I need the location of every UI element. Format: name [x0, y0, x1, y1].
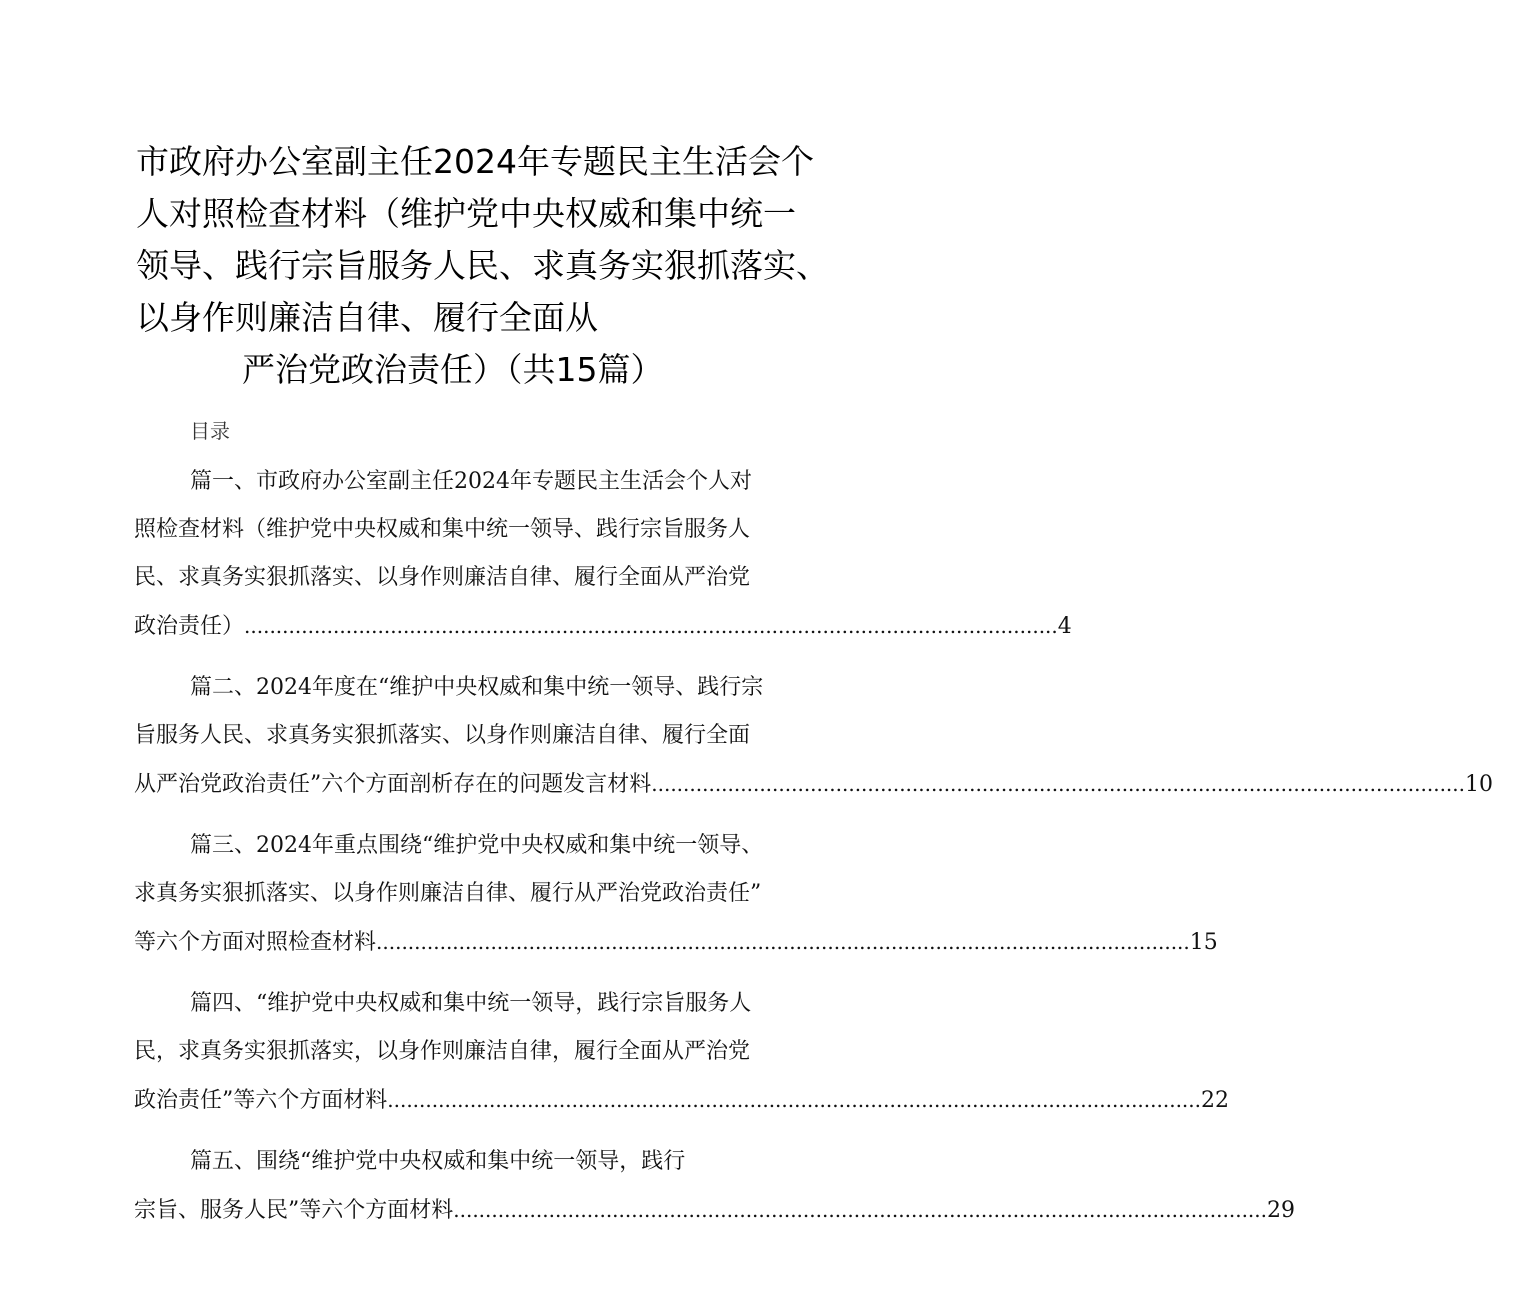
toc-heading: 目录: [190, 419, 230, 443]
dot-leader: ................................................................................................................................: [387, 1088, 1201, 1112]
toc-entry-line: 篇五、围绕“维护党中央权威和集中统一领导，践行: [190, 1149, 686, 1174]
toc-entry[interactable]: [134, 1138, 1295, 1234]
toc-entry-line: 篇四、“维护党中央权威和集中统一领导，践行宗旨服务人: [190, 991, 752, 1016]
toc-entry-line: 照检查材料（维护党中央权威和集中统一领导、践行宗旨服务人: [134, 517, 751, 542]
toc-page-number: 29: [1267, 1198, 1295, 1223]
toc-page-number: 10: [1465, 772, 1493, 797]
dot-leader: ................................................................................................................................: [651, 772, 1465, 796]
toc-entry-line: 等六个方面对照检查材料: [134, 930, 377, 955]
toc-entry-line: 篇三、2024年重点围绕“维护党中央权威和集中统一领导、: [190, 833, 764, 858]
toc-page-number: 22: [1201, 1088, 1229, 1113]
toc-entry-last-line: [134, 602, 1072, 650]
toc-entry[interactable]: [134, 458, 1072, 650]
toc-page-number: 4: [1057, 614, 1072, 639]
toc-entry-last-line: [134, 1186, 1295, 1234]
toc-entry-line: 政治责任）: [134, 614, 245, 639]
toc-entry-line: 篇一、市政府办公室副主任2024年专题民主生活会个人对: [190, 469, 752, 494]
toc-entry-line: 旨服务人民、求真务实狠抓落实、以身作则廉洁自律、履行全面: [134, 723, 751, 748]
title-line: 领导、践行宗旨服务人民、求真务实狠抓落实、: [136, 246, 829, 285]
title-line: 以身作则廉洁自律、履行全面从: [136, 298, 598, 337]
toc-entry-line: 篇二、2024年度在“维护中央权威和集中统一领导、践行宗: [190, 675, 764, 700]
toc-entry[interactable]: [134, 980, 1229, 1124]
toc-entry-line: 求真务实狠抓落实、以身作则廉洁自律、履行从严治党政治责任”: [134, 881, 762, 906]
toc-entry-line: 民、求真务实狠抓落实、以身作则廉洁自律、履行全面从严治党: [134, 565, 751, 590]
toc-page-number: 15: [1189, 930, 1218, 955]
toc-entry-last-line: [134, 918, 1218, 966]
table-of-contents: [134, 458, 1493, 1248]
title-line: 人对照检查材料（维护党中央权威和集中统一: [136, 194, 796, 233]
toc-entry-last-line: [134, 1076, 1229, 1124]
title-line: 严治党政治责任）（共15篇）: [242, 350, 664, 389]
toc-entry[interactable]: [134, 664, 1493, 808]
dot-leader: ................................................................................................................................: [244, 614, 1058, 638]
dot-leader: ................................................................................................................................: [453, 1198, 1267, 1222]
dot-leader: ................................................................................................................................: [376, 930, 1190, 954]
toc-entry[interactable]: [134, 822, 1218, 966]
toc-entry-line: 政治责任”等六个方面材料: [134, 1088, 388, 1113]
toc-entry-line: 民，求真务实狠抓落实，以身作则廉洁自律，履行全面从严治党: [134, 1039, 751, 1064]
toc-entry-line: 从严治党政治责任”六个方面剖析存在的问题发言材料: [134, 772, 652, 797]
toc-entry-line: 宗旨、服务人民”等六个方面材料: [134, 1198, 454, 1223]
title-line: 市政府办公室副主任2024年专题民主生活会个: [136, 142, 814, 181]
document-title: [136, 136, 829, 396]
toc-entry-last-line: [134, 760, 1493, 808]
